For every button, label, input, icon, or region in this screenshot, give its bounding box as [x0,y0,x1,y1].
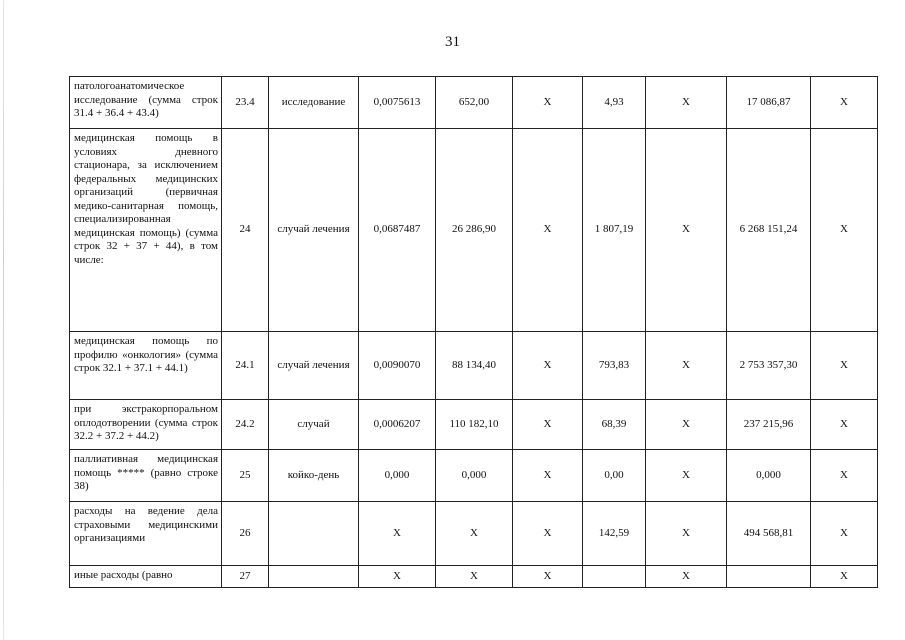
row-code-cell: 25 [222,450,269,502]
row-col7-cell: 68,39 [583,400,646,450]
row-code-cell: 24 [222,129,269,332]
row-code-cell: 26 [222,502,269,566]
row-col8-cell: X [646,332,727,400]
row-volume-cell: 0,0687487 [359,129,436,332]
financing-table [69,76,878,588]
row-col9-cell: 0,000 [727,450,811,502]
table-row [70,77,878,129]
table-row [70,129,878,332]
table-row [70,332,878,400]
row-col9-cell: 2 753 357,30 [727,332,811,400]
row-name-cell: иные расходы (равно [70,566,222,588]
row-col9-cell: 17 086,87 [727,77,811,129]
row-col7-cell: 1 807,19 [583,129,646,332]
scan-edge-shadow [3,0,4,640]
row-volume-cell: X [359,566,436,588]
row-volume-cell: 0,0075613 [359,77,436,129]
row-name-cell: паллиативная медицинская помощь ***** (равно строке 38) [70,450,222,502]
row-col6-cell: X [513,77,583,129]
row-code-cell: 24.1 [222,332,269,400]
row-volume-cell: 0,000 [359,450,436,502]
row-col6-cell: X [513,566,583,588]
row-col8-cell: X [646,129,727,332]
row-cost-cell: 88 134,40 [436,332,513,400]
table-row [70,566,878,588]
row-code-cell: 27 [222,566,269,588]
page-number: 31 [445,34,460,50]
row-name-cell: медицинская помощь в условиях дневного стационара, за исключением федеральных медицинских организаций (первичная медико-санитарная помощь, специализированная медицинская помощь) (сумма строк 32 + 37 + 44), в том числе: [70,129,222,332]
row-col9-cell: 494 568,81 [727,502,811,566]
row-col10-cell: X [811,450,878,502]
row-col8-cell: X [646,566,727,588]
row-unit-cell [269,502,359,566]
row-col8-cell: X [646,502,727,566]
row-col9-cell: 237 215,96 [727,400,811,450]
row-unit-cell [269,566,359,588]
row-col6-cell: X [513,129,583,332]
row-cost-cell: X [436,502,513,566]
row-col10-cell: X [811,502,878,566]
table-body [70,77,878,588]
row-unit-cell: случай лечения [269,129,359,332]
row-col6-cell: X [513,400,583,450]
row-cost-cell: 26 286,90 [436,129,513,332]
row-col9-cell [727,566,811,588]
row-col7-cell: 142,59 [583,502,646,566]
row-cost-cell: 0,000 [436,450,513,502]
row-unit-cell: случай [269,400,359,450]
row-col8-cell: X [646,77,727,129]
row-col10-cell: X [811,129,878,332]
row-col10-cell: X [811,400,878,450]
row-col7-cell: 4,93 [583,77,646,129]
row-col10-cell: X [811,566,878,588]
row-col8-cell: X [646,400,727,450]
row-col8-cell: X [646,450,727,502]
table-row [70,400,878,450]
table-row [70,502,878,566]
row-volume-cell: 0,0090070 [359,332,436,400]
row-name-cell: патологоанатомическое исследование (сумма строк 31.4 + 36.4 + 43.4) [70,77,222,129]
row-col10-cell: X [811,332,878,400]
row-unit-cell: случай лечения [269,332,359,400]
row-col9-cell: 6 268 151,24 [727,129,811,332]
row-unit-cell: койко-день [269,450,359,502]
row-name-cell: медицинская помощь по профилю «онкология» (сумма строк 32.1 + 37.1 + 44.1) [70,332,222,400]
row-cost-cell: 110 182,10 [436,400,513,450]
row-volume-cell: 0,0006207 [359,400,436,450]
row-col6-cell: X [513,332,583,400]
row-code-cell: 23.4 [222,77,269,129]
row-col6-cell: X [513,450,583,502]
row-name-cell: при экстракорпоральном оплодотворении (сумма строк 32.2 + 37.2 + 44.2) [70,400,222,450]
row-col7-cell [583,566,646,588]
table-row [70,450,878,502]
row-unit-cell: исследование [269,77,359,129]
row-cost-cell: 652,00 [436,77,513,129]
row-col7-cell: 793,83 [583,332,646,400]
row-cost-cell: X [436,566,513,588]
row-code-cell: 24.2 [222,400,269,450]
row-col7-cell: 0,00 [583,450,646,502]
row-volume-cell: X [359,502,436,566]
row-name-cell: расходы на ведение дела страховыми медицинскими организациями [70,502,222,566]
row-col10-cell: X [811,77,878,129]
row-col6-cell: X [513,502,583,566]
